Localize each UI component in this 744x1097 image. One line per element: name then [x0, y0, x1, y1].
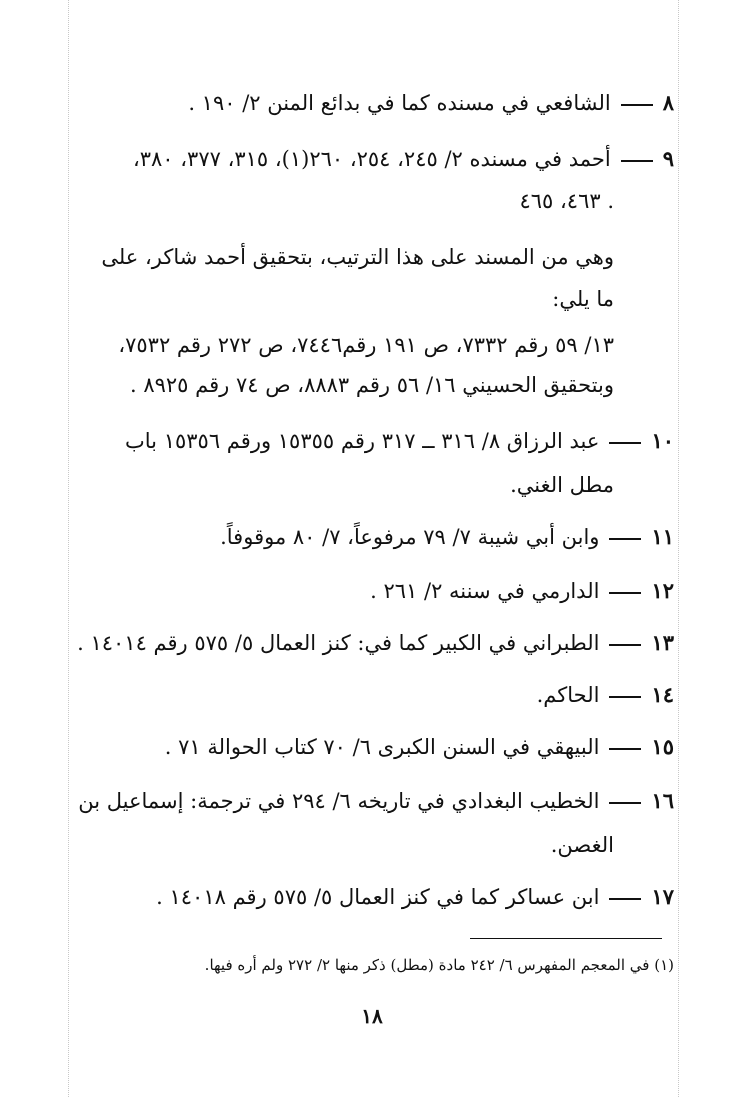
margin-guide-right [678, 0, 679, 1097]
entry-number: ١١ [651, 524, 674, 549]
reference-line: وبتحقيق الحسيني ١٦/ ٥٦ رقم ٨٨٨٣، ص ٧٤ رقم ٨٩٢٥ . [129, 373, 614, 397]
entry-number: ١٠ [651, 428, 674, 453]
footnote-rule [470, 938, 662, 939]
entry-number: ١٣ [651, 630, 674, 655]
dash-separator [609, 644, 641, 646]
entry-line [220, 522, 674, 552]
entry-line [133, 144, 674, 174]
dash-separator [609, 748, 641, 750]
entry-number: ١٧ [651, 884, 674, 909]
dash-separator [609, 592, 641, 594]
dash-separator [609, 898, 641, 900]
entry-number: ٩ [662, 146, 674, 171]
paragraph-line: وهي من المسند على هذا الترتيب، بتحقيق أحمد شاكر، على [101, 245, 614, 269]
dash-separator [609, 442, 641, 444]
entry-number: ١٥ [651, 734, 674, 759]
dash-separator [609, 802, 641, 804]
entry-number: ١٢ [651, 578, 674, 603]
paragraph-line: ما يلي: [552, 287, 614, 311]
dash-separator [621, 104, 653, 106]
entry-number: ١٤ [651, 682, 674, 707]
entry-text: الطبراني في الكبير كما في: كنز العمال ٥/ ٥٧٥ رقم ١٤٠١٤ . [77, 631, 600, 655]
margin-guide-left [68, 0, 69, 1097]
entry-text: ابن عساكر كما في كنز العمال ٥/ ٥٧٥ رقم ١٤٠١٨ . [156, 885, 600, 909]
entry-continuation: الغصن. [550, 833, 614, 857]
entry-line [78, 786, 674, 816]
entry-text: أحمد في مسنده ٢/ ٢٤٥، ٢٥٤، ٢٦٠(١)، ٣١٥، ٣٧٧، ٣٨٠، [132, 147, 611, 171]
entry-text: الحاكم. [536, 683, 600, 707]
entry-text: الخطيب البغدادي في تاريخه ٦/ ٢٩٤ في ترجمة: إسماعيل بن [78, 789, 600, 813]
entry-continuation: مطل الغني. [510, 473, 614, 497]
footnote: (١) في المعجم المفهرس ٦/ ٢٤٢ مادة (مطل) ذكر منها ٢/ ٢٧٢ ولم أره فيها. [204, 956, 674, 974]
entry-text: عبد الرزاق ٨/ ٣١٦ ــ ٣١٧ رقم ١٥٣٥٥ ورقم ١٥٣٥٦ باب [125, 429, 600, 453]
entry-text: الشافعي في مسنده كما في بدائع المنن ٢/ ١٩٠ . [188, 91, 611, 115]
dash-separator [609, 696, 641, 698]
page-number: ١٨ [361, 1004, 383, 1028]
entry-text: البيهقي في السنن الكبرى ٦/ ٧٠ كتاب الحوالة ٧١ . [164, 735, 600, 759]
entry-line [165, 732, 674, 762]
entry-number: ١٦ [651, 788, 674, 813]
entry-line [537, 680, 674, 710]
entry-line [125, 426, 674, 456]
reference-line: ١٣/ ٥٩ رقم ٧٣٣٢، ص ١٩١ رقم٧٤٤٦، ص ٢٧٢ رقم ٧٥٣٢، [118, 333, 614, 357]
entry-text: وابن أبي شيبة ٧/ ٧٩ مرفوعاً، ٧/ ٨٠ موقوفاً. [220, 525, 600, 549]
dash-separator [621, 160, 653, 162]
entry-line [77, 628, 674, 658]
entry-line [156, 882, 674, 912]
entry-text: الدارمي في سننه ٢/ ٢٦١ . [370, 579, 600, 603]
entry-number: ٨ [662, 90, 674, 115]
entry-line [370, 576, 674, 606]
entry-line [188, 88, 674, 118]
dash-separator [609, 538, 641, 540]
entry-continuation: ٤٦٣، ٤٦٥ . [519, 189, 614, 213]
